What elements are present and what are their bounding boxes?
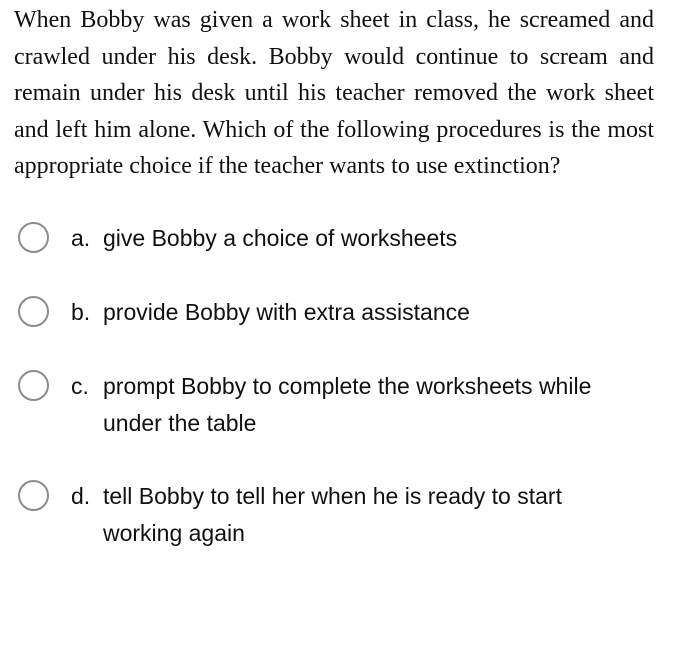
option-text-b: provide Bobby with extra assistance	[103, 299, 470, 325]
question-text: When Bobby was given a work sheet in class, he screamed and crawled under his desk. Bobby would continue to scream and remain under his desk until his teacher removed the work sheet and left him alone. Which of the following procedures is the most appropriate choice if the teacher wants to use extinction?	[14, 7, 654, 179]
answer-option-c[interactable]	[18, 368, 658, 442]
option-text-c: prompt Bobby to complete the worksheets while under the table	[103, 373, 592, 436]
answer-option-a[interactable]	[18, 220, 658, 257]
option-letter-d: d.	[71, 483, 91, 509]
option-text-d: tell Bobby to tell her when he is ready to start working again	[103, 483, 562, 546]
option-letter-b: b.	[71, 299, 91, 325]
option-letter-c: c.	[71, 373, 89, 399]
radio-button-a[interactable]	[18, 222, 49, 253]
radio-button-b[interactable]	[18, 296, 49, 327]
radio-button-c[interactable]	[18, 370, 49, 401]
answer-option-d[interactable]	[18, 478, 658, 552]
answer-option-b[interactable]	[18, 294, 658, 331]
radio-button-d[interactable]	[18, 480, 49, 511]
option-text-a: give Bobby a choice of worksheets	[103, 225, 458, 251]
option-letter-a: a.	[71, 225, 91, 251]
